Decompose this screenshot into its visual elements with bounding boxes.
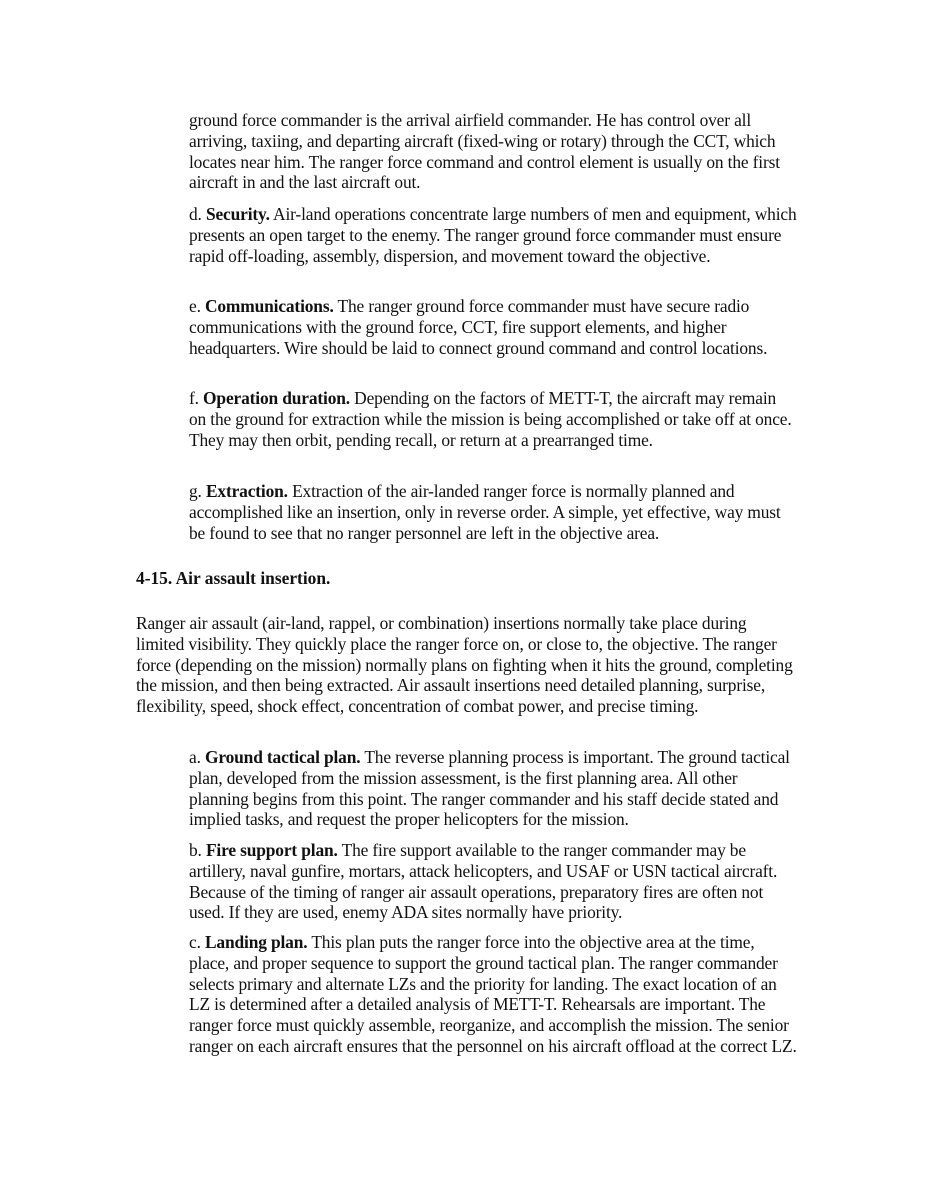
paragraph-f-operation-duration [189,388,797,450]
item-body: The reverse planning process is important. The ground tactical plan, developed from the mission assessment, is the first planning area. All other planning begins from this point. The ranger commander and his staff decide stated and implied tasks, and request the proper helicopters for the mission. [189,747,790,830]
item-prefix: e. [189,296,205,316]
item-title: Operation duration. [203,388,350,408]
item-title: Landing plan. [204,932,308,952]
item-title: Extraction. [205,481,288,501]
item-prefix: b. [189,840,206,860]
item-title: Security. [205,204,270,224]
item-body: Depending on the factors of METT-T, the aircraft may remain on the ground for extraction while the mission is being accomplished or take off at once. They may then orbit, pending recall, or return at a prearranged time. [189,388,792,450]
item-body: This plan puts the ranger force into the objective area at the time, place, and proper sequence to support the ground tactical plan. The ranger commander selects primary and alternate LZs and the priority for landing. The exact location of an LZ is determined after a detailed analysis of METT-T. Rehearsals are important. The ranger force must quickly assemble, reorganize, and accomplish the mission. The senior ranger on each aircraft ensures that the personnel on his aircraft offload at the correct LZ. [189,932,797,1056]
item-body: The fire support available to the ranger commander may be artillery, naval gunfire, mortars, attack helicopters, and USAF or USN tactical aircraft. Because of the timing of ranger air assault operations, preparatory fires are often not used. If they are used, enemy ADA sites normally have priority. [189,840,778,923]
paragraph-g-extraction [189,481,797,543]
paragraph-b-fire-support-plan [189,840,797,923]
item-title: Fire support plan. [205,840,338,860]
item-title: Communications. [204,296,334,316]
paragraph-d-security [189,204,797,266]
item-prefix: a. [189,747,205,767]
item-prefix: c. [189,932,205,952]
item-title: Ground tactical plan. [204,747,361,767]
paragraph-continued: ground force commander is the arrival airfield commander. He has control over all arriving, taxiing, and departing aircraft (fixed-wing or rotary) through the CCT, which locates near him. The ranger force command and control element is usually on the first aircraft in and the last aircraft out. [189,110,780,193]
paragraph-e-communications [189,296,797,358]
item-prefix: d. [189,204,206,224]
item-body: Air-land operations concentrate large numbers of men and equipment, which presents an open target to the enemy. The ranger ground force commander must ensure rapid off-loading, assembly, dispersion, and movement toward the objective. [189,204,797,266]
paragraph-a-ground-tactical-plan [189,747,797,830]
section-heading: 4-15. Air assault insertion. [136,568,331,588]
item-prefix: g. [189,481,206,501]
item-body: Extraction of the air-landed ranger force is normally planned and accomplished like an insertion, only in reverse order. A simple, yet effective, way must be found to see that no ranger personnel are left in the objective area. [189,481,781,543]
paragraph-intro: Ranger air assault (air-land, rappel, or combination) insertions normally take place during limited visibility. They quickly place the ranger force on, or close to, the objective. The ranger force (depending on the mission) normally plans on fighting when it hits the ground, completing the mission, and then being extracted. Air assault insertions need detailed planning, surprise, flexibility, speed, shock effect, concentration of combat power, and precise timing. [136,613,793,717]
item-prefix: f. [189,388,204,408]
item-body: The ranger ground force commander must have secure radio communications with the ground force, CCT, fire support elements, and higher headquarters. Wire should be laid to connect ground command and control locations. [189,296,768,358]
paragraph-c-landing-plan [189,932,797,1057]
